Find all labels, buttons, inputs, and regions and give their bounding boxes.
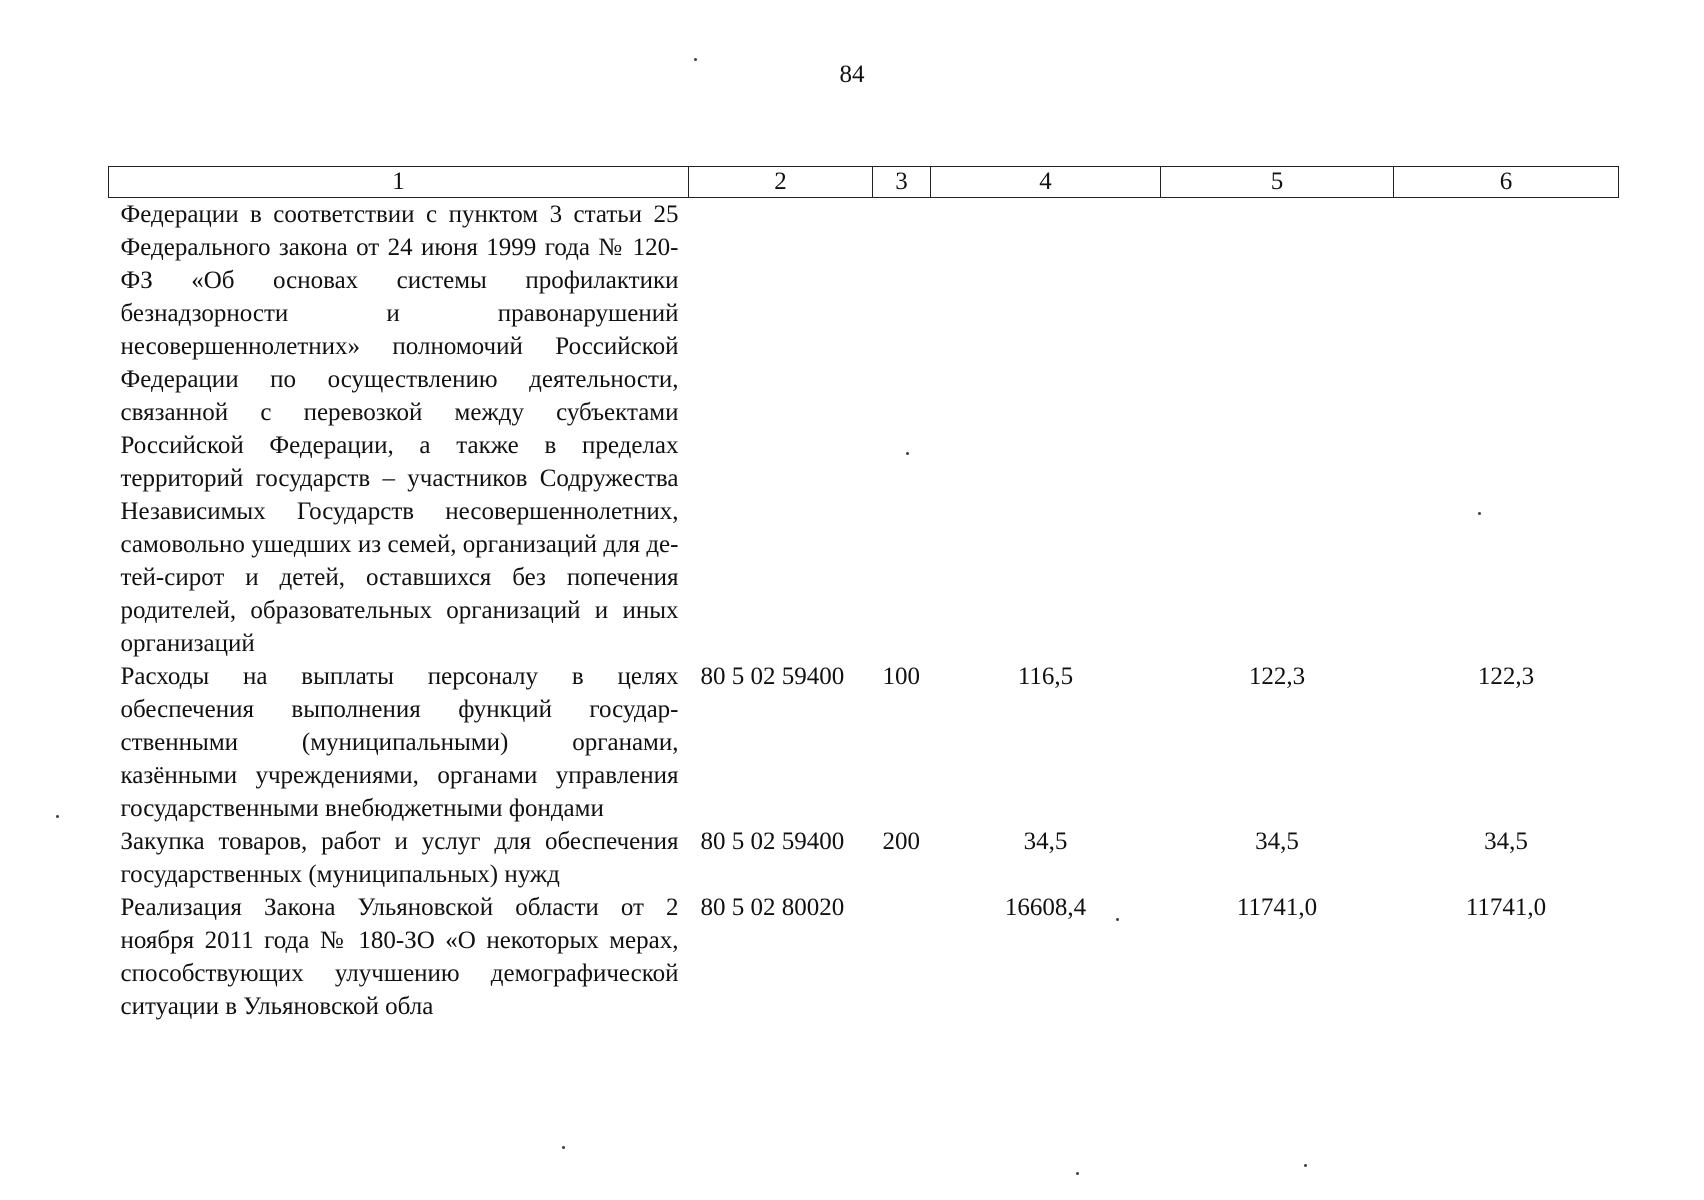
column-header-5: 5 (1161, 167, 1394, 198)
row-description: Закупка товаров, работ и услуг для обеспечения государственных (муниципальных) нужд (120, 828, 679, 888)
scan-speck (56, 815, 59, 818)
column-header-4: 4 (931, 167, 1161, 198)
table-row (109, 825, 1619, 891)
budget-table (108, 166, 1619, 1023)
row-value-col5: 122,3 (1248, 663, 1306, 690)
row-value-col4 (931, 198, 1161, 661)
row-expense-type (873, 891, 931, 1023)
column-header-6: 6 (1394, 167, 1619, 198)
row-value-col5: 34,5 (1255, 828, 1299, 855)
row-value-col6 (1394, 198, 1619, 661)
row-expense-type: 100 (882, 663, 920, 690)
row-expense-type (873, 198, 931, 661)
row-description: Расходы на выплаты персоналу в целях обеспечения выполнения функций государственными (муниципальными) органами, казёнными учреждениями, органами управления государственными внебюджетными фондами (120, 663, 679, 822)
row-expense-type: 200 (882, 828, 920, 855)
column-header-1: 1 (109, 167, 689, 198)
column-header-2: 2 (689, 167, 873, 198)
column-header-3: 3 (873, 167, 931, 198)
table-row (109, 660, 1619, 825)
row-value-col5: 11741,0 (1236, 894, 1318, 921)
row-target-code: 80 5 02 59400 (700, 828, 845, 855)
page-number: 84 (839, 61, 865, 88)
column-number-row (109, 167, 1619, 198)
scan-speck (1478, 512, 1481, 515)
row-description: Реализация Закона Ульяновской области от 2 ноября 2011 года № 180-ЗО «О некоторых мерах, способствующих улучшению демографической ситуации в Ульяновской обла (120, 894, 679, 1020)
scan-speck (1116, 918, 1119, 921)
scan-speck (1076, 1172, 1079, 1175)
row-value-col6: 34,5 (1484, 828, 1528, 855)
scan-speck (906, 452, 909, 455)
row-value-col4: 34,5 (1023, 828, 1068, 855)
row-value-col5 (1161, 198, 1394, 661)
row-description: Федерации в соответствии с пунктом 3 статьи 25 Федерального закона от 24 июня 1999 года № 120-ФЗ «Об основах системы профилактики безнадзорности и правонарушений несовершеннолетних» полномочий Российской Федерации по осуществлению деятельности, связанной с перевозкой между субъектами Российской Федерации, а также в пределах территорий государств – участников Содружества Независимых Государств несовершеннолетних, самовольно ушедших из семей, организаций для детей-сирот и детей, оставшихся без попечения родителей, образовательных организаций и иных организаций (120, 201, 679, 657)
row-target-code: 80 5 02 80020 (700, 894, 845, 921)
row-value-col6: 122,3 (1477, 663, 1535, 690)
row-value-col4: 16608,4 (1004, 894, 1087, 921)
row-target-code (689, 198, 873, 661)
row-value-col4: 116,5 (1017, 663, 1074, 690)
table-row (109, 198, 1619, 661)
row-target-code: 80 5 02 59400 (700, 663, 845, 690)
scan-speck (562, 1146, 565, 1149)
table-row (109, 891, 1619, 1023)
scan-speck (1304, 1164, 1307, 1167)
scan-speck (694, 58, 697, 61)
row-value-col6: 11741,0 (1465, 894, 1547, 921)
